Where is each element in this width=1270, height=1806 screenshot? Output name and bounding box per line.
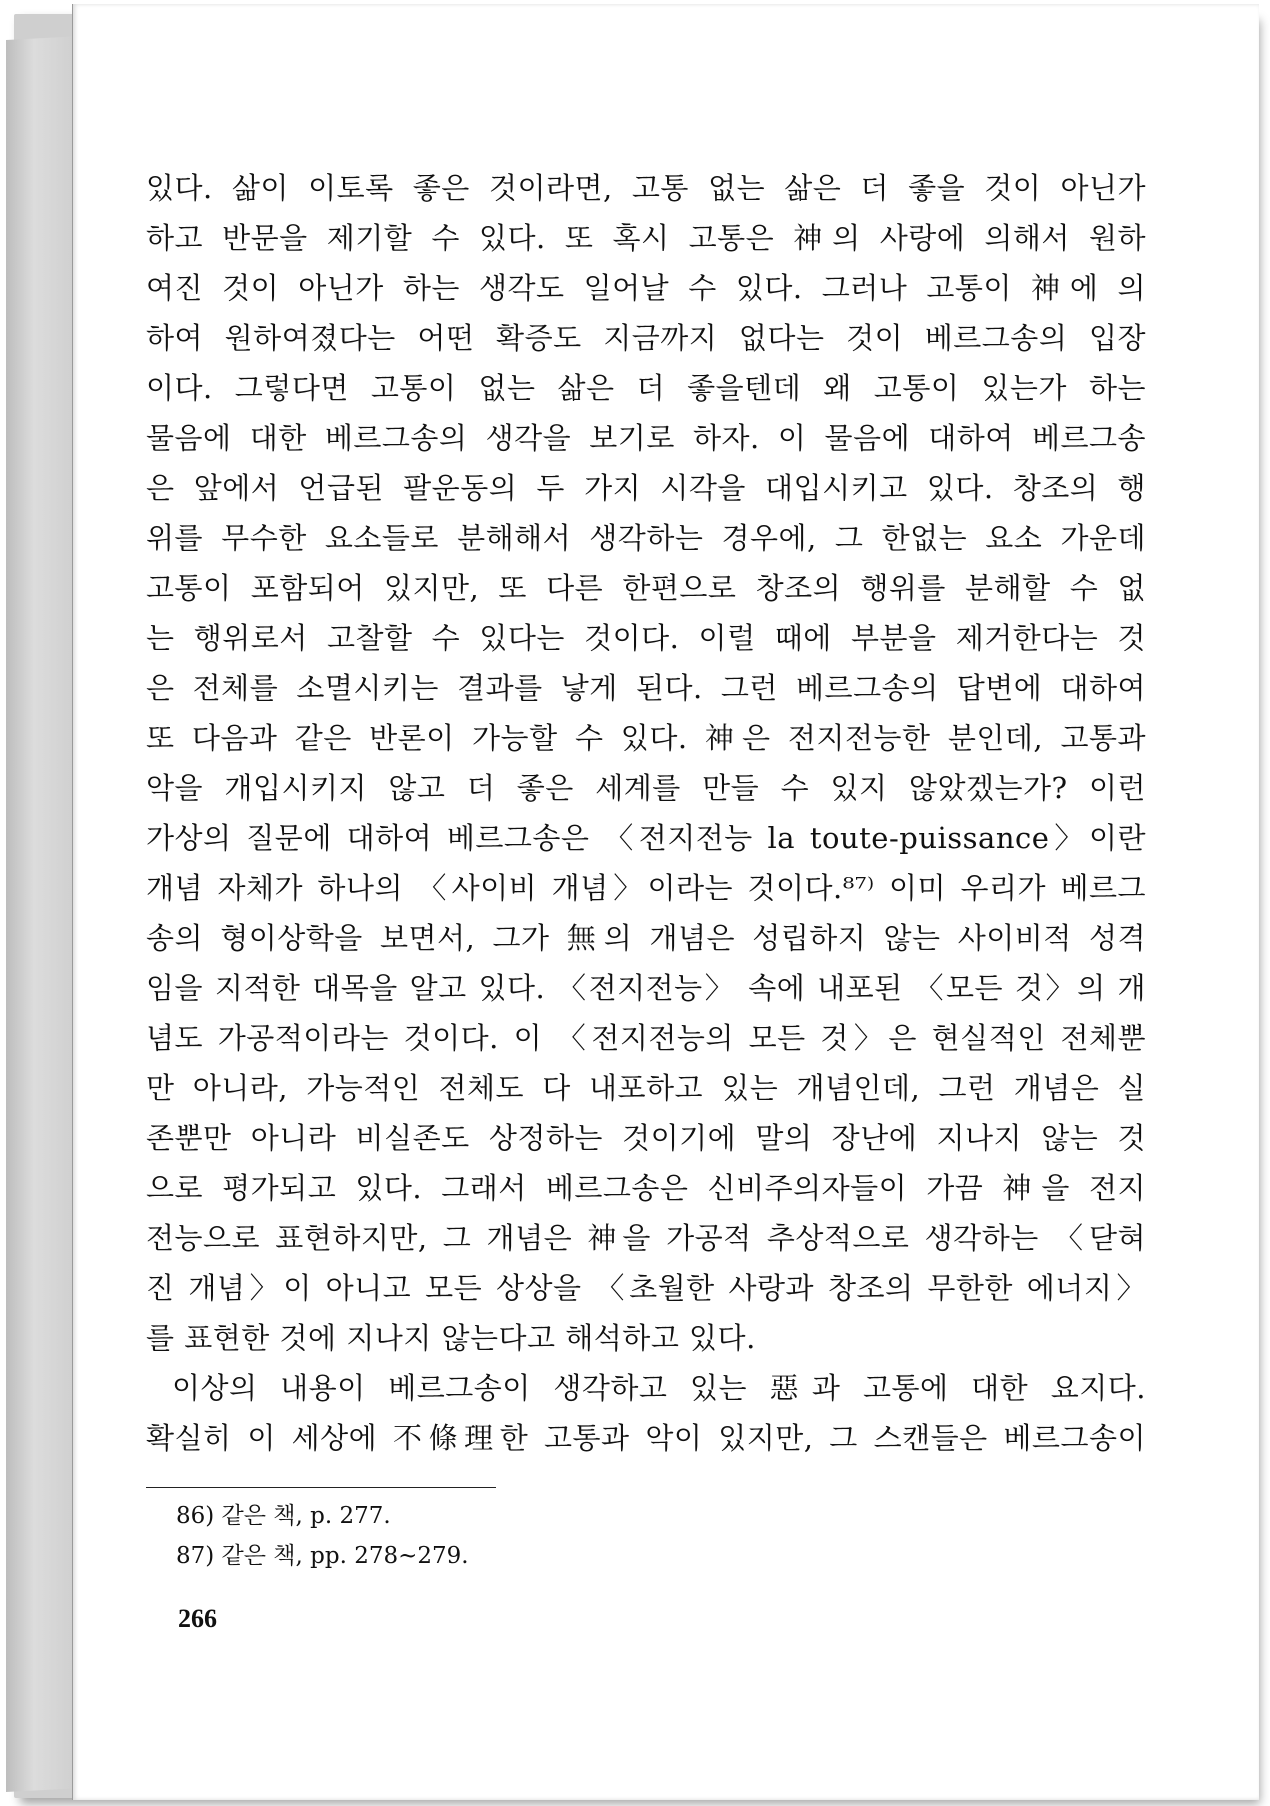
body-line: 하고 반문을 제기할 수 있다. 또 혹시 고통은 神의 사랑에 의해서 원하 xyxy=(146,221,1146,255)
body-line: 은 앞에서 언급된 팔운동의 두 가지 시각을 대입시키고 있다. 창조의 행 xyxy=(146,471,1146,505)
body-line: 고통이 포함되어 있지만, 또 다른 한편으로 창조의 행위를 분해할 수 없 xyxy=(146,571,1146,605)
body-line: 개념 자체가 하나의 〈사이비 개념〉이라는 것이다.⁸⁷⁾ 이미 우리가 베르그 xyxy=(146,871,1146,905)
body-line: 이상의 내용이 베르그송이 생각하고 있는 惡과 고통에 대한 요지다. xyxy=(172,1371,1146,1405)
body-line: 는 행위로서 고찰할 수 있다는 것이다. 이럴 때에 부분을 제거한다는 것 xyxy=(146,621,1146,655)
book-spine xyxy=(6,36,77,1792)
body-line: 으로 평가되고 있다. 그래서 베르그송은 신비주의자들이 가끔 神을 전지 xyxy=(146,1171,1146,1205)
body-line: 위를 무수한 요소들로 분해해서 생각하는 경우에, 그 한없는 요소 가운데 xyxy=(146,521,1146,555)
body-line: 전능으로 표현하지만, 그 개념은 神을 가공적 추상적으로 생각하는 〈닫혀 xyxy=(146,1221,1146,1255)
footnote-divider xyxy=(146,1487,496,1488)
body-line: 여진 것이 아닌가 하는 생각도 일어날 수 있다. 그러나 고통이 神에 의 xyxy=(146,271,1146,305)
body-line: 존뿐만 아니라 비실존도 상정하는 것이기에 말의 장난에 지나지 않는 것 xyxy=(146,1121,1146,1155)
page-number: 266 xyxy=(178,1604,217,1633)
body-line: 확실히 이 세상에 不條理한 고통과 악이 있지만, 그 스캔들은 베르그송이 xyxy=(146,1421,1146,1455)
body-line: 송의 형이상학을 보면서, 그가 無의 개념은 성립하지 않는 사이비적 성격 xyxy=(146,921,1146,955)
body-line: 임을 지적한 대목을 알고 있다. 〈전지전능〉 속에 내포된 〈모든 것〉의 개 xyxy=(146,971,1146,1005)
body-line: 념도 가공적이라는 것이다. 이 〈전지전능의 모든 것〉은 현실적인 전체뿐 xyxy=(146,1021,1146,1055)
body-line: 진 개념〉이 아니고 모든 상상을 〈초월한 사랑과 창조의 무한한 에너지〉 xyxy=(146,1271,1146,1305)
body-line: 만 아니라, 가능적인 전체도 다 내포하고 있는 개념인데, 그런 개념은 실 xyxy=(146,1071,1146,1105)
body-text xyxy=(146,163,1146,1463)
body-line: 또 다음과 같은 반론이 가능할 수 있다. 神은 전지전능한 분인데, 고통과 xyxy=(146,721,1146,755)
footnote: 87) 같은 책, pp. 278~279. xyxy=(176,1543,469,1569)
footnote: 86) 같은 책, p. 277. xyxy=(176,1503,391,1529)
body-line: 가상의 질문에 대하여 베르그송은 〈전지전능 la toute-puissance〉이란 xyxy=(146,821,1146,855)
body-line: 를 표현한 것에 지나지 않는다고 해석하고 있다. xyxy=(146,1321,756,1355)
body-line: 은 전체를 소멸시키는 결과를 낳게 된다. 그런 베르그송의 답변에 대하여 xyxy=(146,671,1146,705)
body-line: 하여 원하여졌다는 어떤 확증도 지금까지 없다는 것이 베르그송의 입장 xyxy=(146,321,1146,355)
body-line: 악을 개입시키지 않고 더 좋은 세계를 만들 수 있지 않았겠는가? 이런 xyxy=(146,771,1146,805)
body-line: 있다. 삶이 이토록 좋은 것이라면, 고통 없는 삶은 더 좋을 것이 아닌가 xyxy=(146,171,1146,205)
body-line: 이다. 그렇다면 고통이 없는 삶은 더 좋을텐데 왜 고통이 있는가 하는 xyxy=(146,371,1146,405)
body-line: 물음에 대한 베르그송의 생각을 보기로 하자. 이 물음에 대하여 베르그송 xyxy=(146,421,1146,455)
footnotes xyxy=(176,1496,976,1576)
